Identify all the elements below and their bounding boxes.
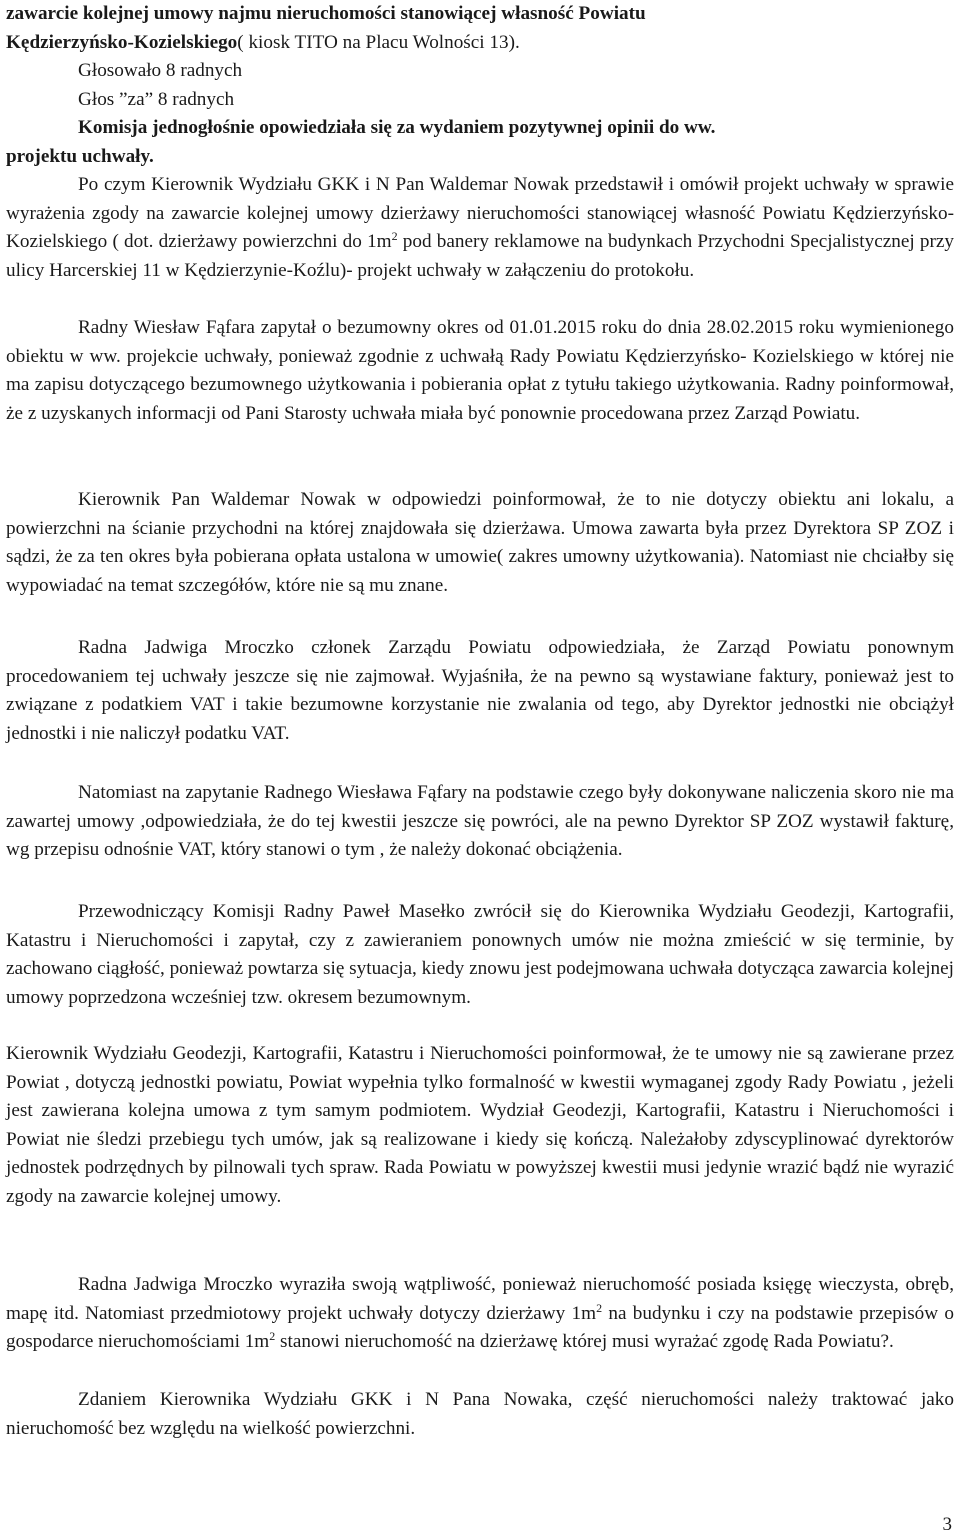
p8-superscript-2: 2 (269, 1329, 276, 1343)
p4-text: Radna Jadwiga Mroczko członek Zarządu Powiatu odpowiedziała, że Zarząd Powiatu ponownym procedowaniem tej uchwały jeszcze się nie zajmował. Wyjaśniła, że na pewno są wystawiane faktury, ponieważ jest to związane z podatkiem VAT i takie bezumowne korzystanie nie zwalania od tego, aby Dyrektor jednostki nie obciążył jednostki i nie naliczył podatku VAT. (6, 637, 954, 744)
p8-superscript-1: 2 (596, 1300, 603, 1315)
paragraph-1 (6, 171, 954, 285)
p9-text: Zdaniem Kierownika Wydziału GKK i N Pana Nowaka, część nieruchomości należy traktować jako nieruchomość bez względu na wielkość powierzchni. (6, 1389, 954, 1439)
paragraph-5 (6, 779, 954, 865)
paragraph-7 (6, 1040, 954, 1212)
commission-opinion: Komisja jednogłośnie opowiedziała się za wydaniem pozytywnej opinii do ww. (78, 117, 716, 139)
commission-opinion-cont: projektu uchwały. (6, 145, 154, 167)
p5-text: Natomiast na zapytanie Radnego Wiesława Fąfary na podstawie czego były dokonywane naliczenia skoro nie ma zawartej umowy ,odpowiedziała, że do tej kwestii jeszcze się powróci, ale na pewno Dyrektor SP ZOZ wystawił fakturę, wg przepisu odnośnie VAT, który stanowi o tym , że należy dokonać obciążenia. (6, 782, 954, 861)
paragraph-2 (6, 314, 954, 428)
p8-text-c: stanowi nieruchomość na dzierżawę której musi wyrażać zgodę Rada Powiatu?. (275, 1331, 894, 1353)
p3-text: Kierownik Pan Waldemar Nowak w odpowiedzi poinformował, że to nie dotyczy obiektu ani lokalu, a powierzchni na ścianie przychodni na której znajdowała się dzierżawa. Umowa zawarta była przez Dyrektora SP ZOZ i sądzi, że za ten okres była pobierana opłata ustalona w umowie( zakres umowny użytkowania). Natomiast nie chciałby się wypowiadać na temat szczegółów, które nie są mu znane. (6, 489, 954, 596)
votes-count: Głosowało 8 radnych (78, 60, 243, 82)
p1-text-a: Po czym Kierownik Wydziału GKK i N Pan Waldemar Nowak przedstawił i omówił projekt uchwały w sprawie wyrażenia zgody na zawarcie kolejnej umowy dzierżawy nieruchomości stanowiącej własność Powiatu Kędzierzyńsko-Kozielskiego ( dot. dzierżawy powierzchni do 1m (6, 174, 954, 253)
page-number: 3 (942, 1514, 952, 1535)
paragraph-3 (6, 486, 954, 600)
paragraph-6 (6, 898, 954, 1012)
p2-text: Radny Wiesław Fąfara zapytał o bezumowny okres od 01.01.2015 roku do dnia 28.02.2015 roku wymienionego obiektu w ww. projekcie uchwały, ponieważ zgodnie z uchwałą Rady Powiatu Kędzierzyńsko- Kozielskiego w której nie ma zapisu dotyczącego bezumownego użytkowania i pobierania opłat z tytułu takiego użytkowania. Radny poinformował, że z uzyskanych informacji od Pani Starosty uchwała miała być ponownie procedowana przez Zarząd Powiatu. (6, 317, 954, 424)
paragraph-9 (6, 1386, 954, 1443)
paragraph-4 (6, 634, 954, 748)
p1-superscript: 2 (391, 229, 398, 243)
p1-text-b: pod banery reklamowe na budynkach Przychodni Specjalistycznej przy ulicy Harcerskiej 11 w Kędzierzynie-Koźlu)- projekt uchwały w załączeniu do protokołu. (6, 231, 954, 281)
header-section (6, 0, 954, 172)
kiosk-note: ( kiosk TITO na Placu Wolności 13). (237, 31, 520, 53)
county-name: Kędzierzyńsko-Kozielskiego (6, 31, 238, 53)
header-line-2 (6, 29, 954, 58)
p7-text: Kierownik Wydziału Geodezji, Kartografii, Katastru i Nieruchomości poinformował, że te umowy nie są zawierane przez Powiat , dotyczą jednostki powiatu, Powiat wypełnia tylko formalność w kwestii wymaganej zgody Rady Powiatu , jeżeli jest zawierana kolejna umowa z tym samym podmiotem. Wydział Geodezji, Kartografii, Katastru i Nieruchomości i Powiat nie śledzi przebiegu tych umów, jak są realizowane i kiedy się kończą. Należałoby zdyscyplinować dyrektorów jednostek podrzędnych by pilnowali tych spraw. Rada Powiatu w powyższej kwestii musi jedynie wrazić bądź nie wyrazić zgody na zawarcie kolejnej umowy. (6, 1043, 954, 1207)
votes-for: Głos ”za” 8 radnych (78, 88, 235, 110)
p8-text-a: Radna Jadwiga Mroczko wyraziła swoją wątpliwość, ponieważ nieruchomość posiada księgę wieczysta, obręb, mapę itd. Natomiast przedmiotowy projekt uchwały dotyczy dzierżawy 1m (6, 1274, 954, 1324)
header-line-1: zawarcie kolejnej umowy najmu nieruchomości stanowiącej własność Powiatu (6, 3, 646, 24)
p6-text: Przewodniczący Komisji Radny Paweł Masełko zwrócił się do Kierownika Wydziału Geodezji, Kartografii, Katastru i Nieruchomości i zapytał, czy z zawieraniem ponownych umów nie można zmieścić w się terminie, by zachowano ciągłość, ponieważ powtarza się sytuacja, kiedy znowu jest podejmowana uchwała dotycząca zawarcia kolejnej umowy poprzedzona wcześniej tzw. okresem bezumownym. (6, 901, 954, 1008)
p8-text-b: na budynku i czy na podstawie przepisów o gospodarce nieruchomościami 1m (6, 1302, 954, 1353)
paragraph-8 (6, 1271, 954, 1357)
